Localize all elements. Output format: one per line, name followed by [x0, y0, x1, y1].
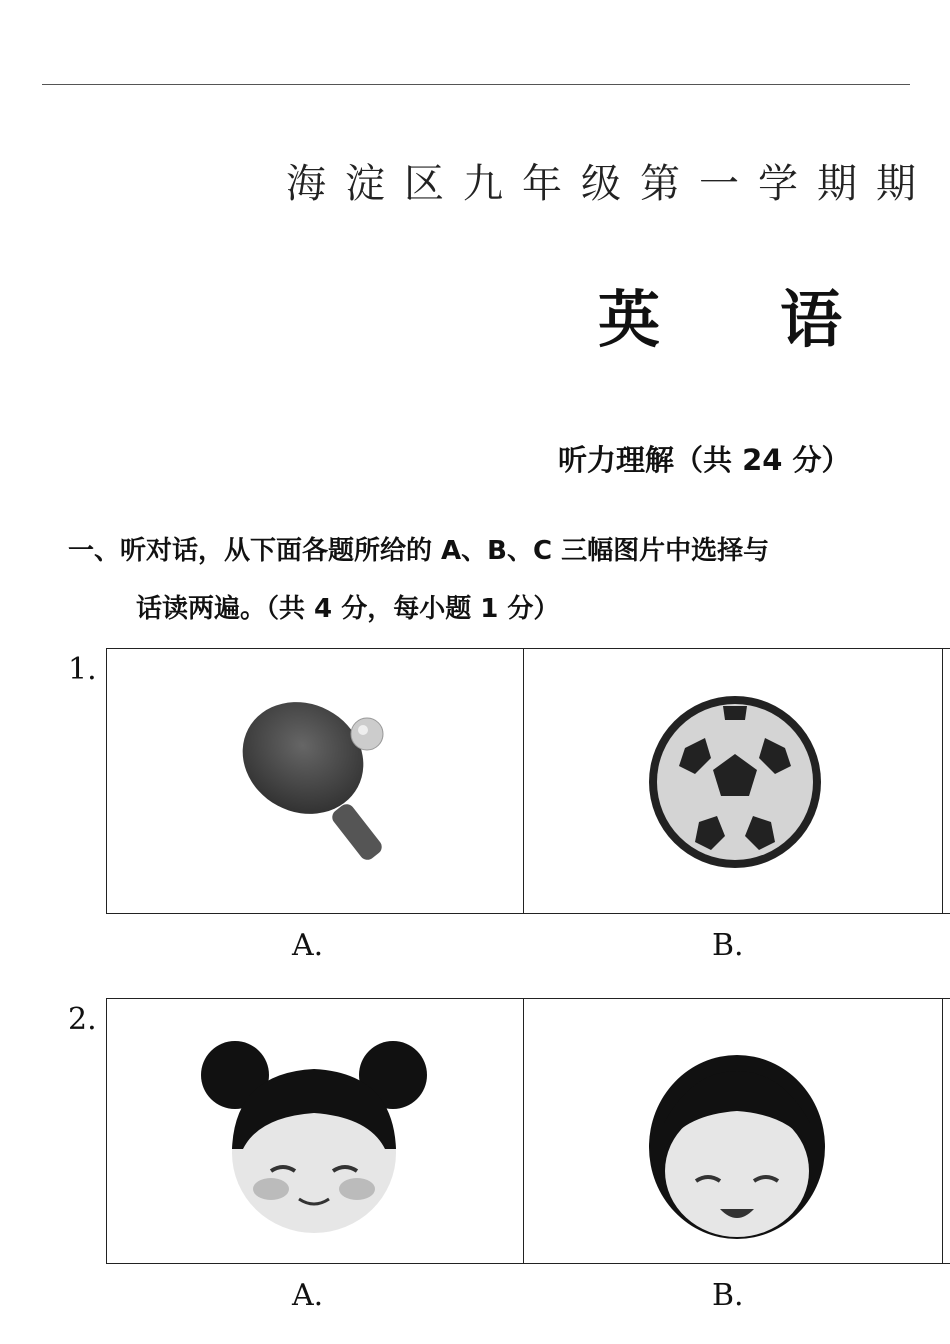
question-number: 2.	[68, 1002, 97, 1037]
subject-char-2: 语	[780, 283, 843, 356]
option-label: A.	[292, 928, 324, 963]
ping-pong-paddle-icon	[237, 694, 397, 874]
soccer-ball-icon	[645, 692, 825, 872]
question-number: 1.	[68, 652, 97, 687]
question-2-options	[106, 998, 950, 1264]
section-heading: 听力理解（共 24 分）	[558, 443, 851, 477]
subject-title	[598, 270, 950, 359]
option-b-cell[interactable]	[524, 649, 943, 913]
instruction-line-2: 话读两遍。（共 4 分，每小题 1 分）	[136, 594, 560, 624]
question-1-options	[106, 648, 950, 914]
option-a-cell[interactable]	[107, 999, 524, 1263]
option-b-cell[interactable]	[524, 999, 943, 1263]
header-rule	[42, 84, 910, 85]
girl-face-icon	[199, 1029, 429, 1249]
exam-title: 海淀区九年级第一学期期	[286, 161, 935, 207]
subject-char-1: 英	[598, 283, 661, 356]
option-a-cell[interactable]	[107, 649, 524, 913]
option-label: B.	[712, 1278, 744, 1313]
option-label: B.	[712, 928, 744, 963]
option-label: A.	[292, 1278, 324, 1313]
instruction-line-1: 一、听对话，从下面各题所给的 A、B、C 三幅图片中选择与	[68, 536, 770, 566]
boy-face-icon	[642, 1031, 832, 1251]
